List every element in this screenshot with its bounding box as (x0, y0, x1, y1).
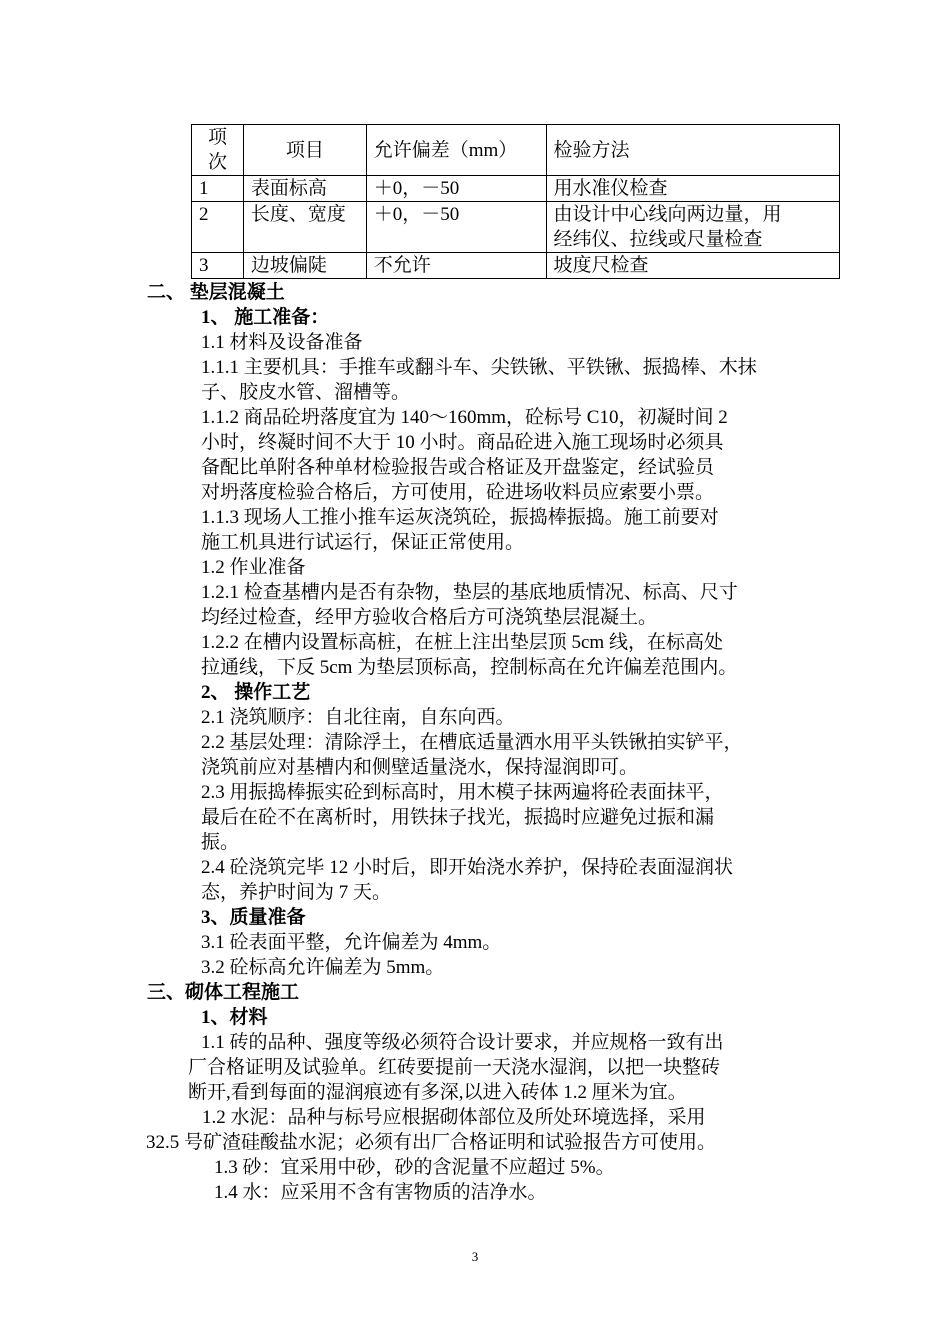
paragraph-line: 子、胶皮水管、溜槽等。 (201, 382, 411, 403)
paragraph-line: 3.2 砼标高允许偏差为 5mm。 (201, 957, 445, 978)
paragraph-line: 1.1 砖的品种、强度等级必须符合设计要求，并应规格一致有出 (201, 1032, 724, 1053)
table-cell: 不允许 (366, 253, 546, 279)
paragraph-line: 1.2 水泥：品种与标号应根据砌体部位及所处环境选择，采用 (202, 1107, 706, 1128)
paragraph-line: 1.2.2 在槽内设置标高桩，在桩上注出垫层顶 5cm 线，在标高处 (201, 632, 723, 653)
table-cell: 3 (192, 253, 244, 279)
header-cell: 检验方法 (546, 125, 839, 176)
paragraph-line: 厂合格证明及试验单。红砖要提前一天浇水湿润，以把一块整砖 (188, 1057, 721, 1078)
subsection-heading: 2、 操作工艺 (201, 682, 311, 703)
header-cell (192, 125, 244, 176)
subsection-heading: 3、质量准备 (201, 907, 306, 928)
paragraph-line: 浇筑前应对基槽内和侧壁适量浇水，保持湿润即可。 (201, 757, 639, 778)
table-header-row (192, 125, 840, 176)
paragraph-line: 2.1 浇筑顺序：自北往南，自东向西。 (201, 707, 515, 728)
paragraph-line: 1.1 材料及设备准备 (201, 332, 363, 353)
table-cell: 边坡偏陡 (243, 253, 366, 279)
table-cell: 表面标高 (243, 176, 366, 202)
table-cell (546, 202, 839, 253)
paragraph-line: 2.4 砼浇筑完毕 12 小时后，即开始浇水养护，保持砼表面湿润状 (201, 857, 734, 878)
section-heading: 三、砌体工程施工 (147, 982, 300, 1003)
paragraph-line: 态，养护时间为 7 天。 (201, 882, 392, 903)
paragraph-line: 1.3 砂：宜采用中砂，砂的含泥量不应超过 5%。 (214, 1157, 615, 1178)
table-cell: ＋0，－50 (366, 176, 546, 202)
subsection-heading: 1、材料 (201, 1007, 268, 1028)
paragraph-line: 1.1.2 商品砼坍落度宜为 140～160mm，砼标号 C10，初凝时间 2 (201, 407, 728, 428)
subsection-heading: 1、 施工准备： (201, 307, 330, 328)
paragraph-line: 3.1 砼表面平整，允许偏差为 4mm。 (201, 932, 502, 953)
header-cell: 允许偏差（mm） (366, 125, 546, 176)
table-row (192, 176, 840, 202)
header-cell: 项目 (243, 125, 366, 176)
header-col1-line1: 项 (207, 127, 227, 148)
table-cell: 1 (192, 176, 244, 202)
paragraph-line: 振。 (201, 832, 240, 853)
paragraph-line: 1.1.1 主要机具：手推车或翻斗车、尖铁锹、平铁锹、振捣棒、木抹 (201, 357, 757, 378)
table-row (192, 253, 840, 279)
paragraph-line: 1.1.3 现场人工推小推车运灰浇筑砼，振捣棒振捣。施工前要对 (201, 507, 719, 528)
section-heading: 二、 垫层混凝土 (147, 282, 285, 303)
paragraph-line: 断开,看到每面的湿润痕迹有多深,以进入砖体 1.2 厘米为宜。 (188, 1082, 687, 1103)
paragraph-line: 备配比单附各种单材检验报告或合格证及开盘鉴定，经试验员 (201, 457, 715, 478)
paragraph-line: 2.3 用振捣棒振实砼到标高时，用木模子抹两遍将砼表面抹平， (201, 782, 724, 803)
paragraph-line: 1.2 作业准备 (201, 557, 306, 578)
table-cell: 坡度尺检查 (546, 253, 839, 279)
paragraph-line: 1.2.1 检查基槽内是否有杂物，垫层的基底地质情况、标高、尺寸 (201, 582, 738, 603)
paragraph-line: 32.5 号矿渣硅酸盐水泥；必须有出厂合格证明和试验报告方可使用。 (146, 1132, 717, 1153)
table-cell: ＋0，－50 (366, 202, 546, 253)
paragraph-line: 均经过检查，经甲方验收合格后方可浇筑垫层混凝土。 (201, 607, 658, 628)
method-line: 由设计中心线向两边量，用 (553, 204, 782, 225)
page-number: 3 (471, 1249, 479, 1264)
table-row (192, 202, 840, 253)
table-cell: 2 (192, 202, 244, 253)
tolerance-table (191, 124, 840, 279)
header-col1-line2: 次 (207, 152, 227, 173)
paragraph-line: 小时，终凝时间不大于 10 小时。商品砼进入施工现场时必须具 (201, 432, 724, 453)
paragraph-line: 拉通线，下反 5cm 为垫层顶标高，控制标高在允许偏差范围内。 (201, 657, 738, 678)
paragraph-line: 1.4 水：应采用不含有害物质的洁净水。 (214, 1182, 547, 1203)
paragraph-line: 最后在砼不在离析时，用铁抹子找光，振捣时应避免过振和漏 (201, 807, 715, 828)
paragraph-line: 2.2 基层处理：清除浮土，在槽底适量洒水用平头铁锹拍实铲平， (201, 732, 743, 753)
paragraph-line: 施工机具进行试运行，保证正常使用。 (201, 532, 525, 553)
table-cell: 长度、宽度 (243, 202, 366, 253)
paragraph-line: 对坍落度检验合格后，方可使用，砼进场收料员应索要小票。 (201, 482, 715, 503)
table-cell: 用水准仪检查 (546, 176, 839, 202)
method-line: 经纬仪、拉线或尺量检查 (553, 229, 763, 250)
